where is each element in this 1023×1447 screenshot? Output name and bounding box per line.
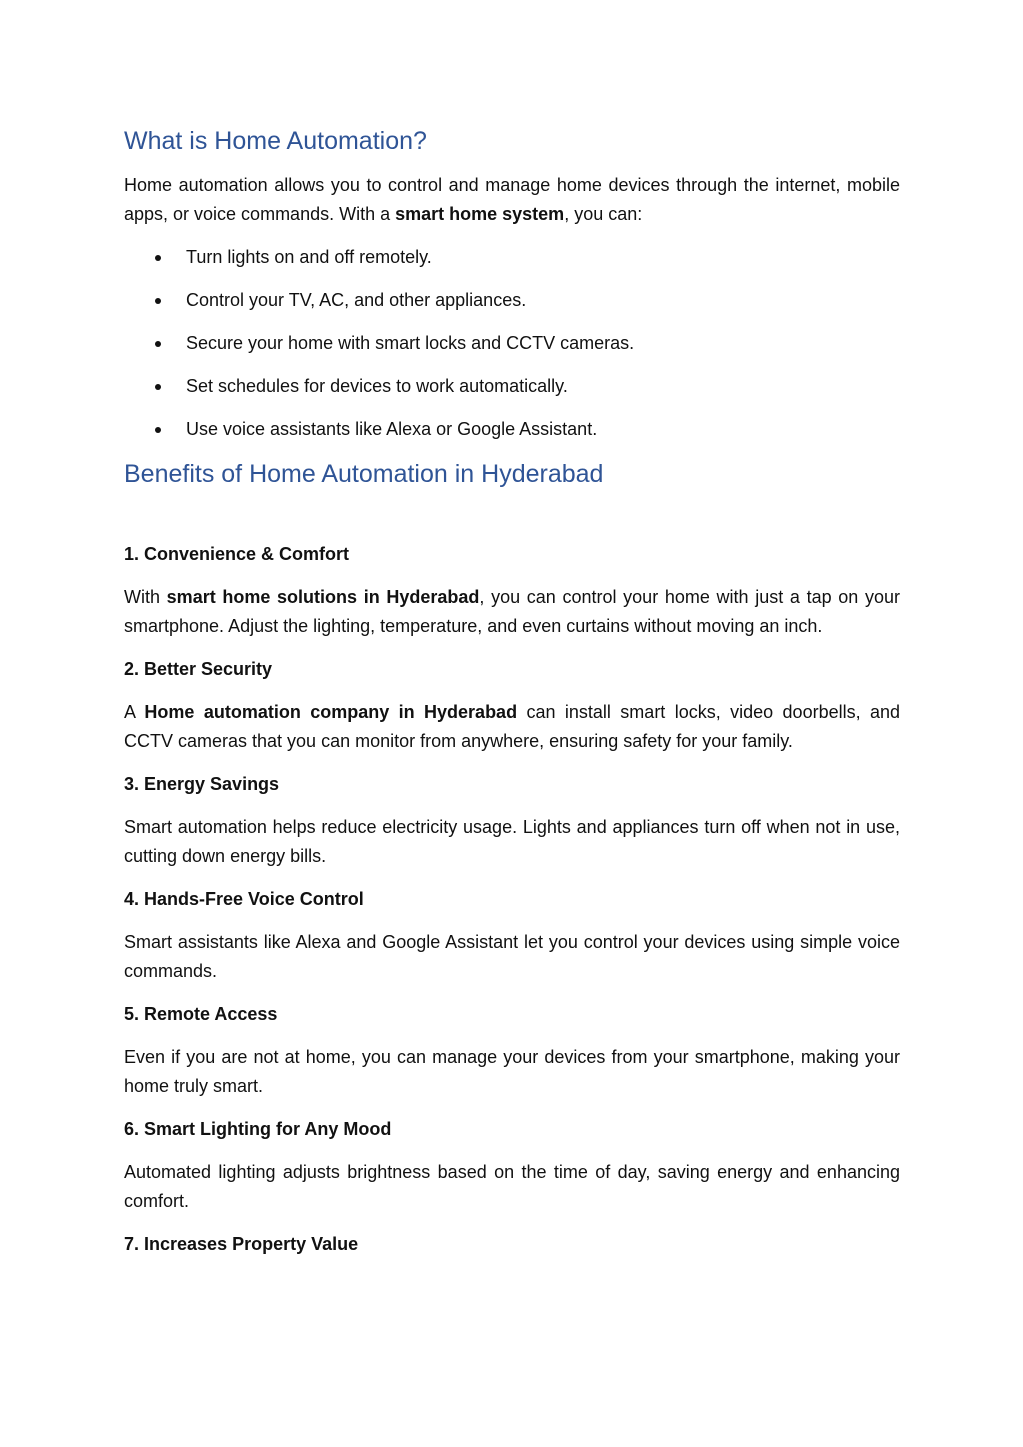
bullet-text: Control your TV, AC, and other appliances. (186, 290, 527, 310)
bullet-item (124, 372, 900, 401)
benefit-paragraph-convenience (124, 583, 900, 641)
section-title-benefits: Benefits of Home Automation in Hyderabad (124, 460, 604, 488)
intro-paragraph (124, 171, 900, 229)
intro-bold-smart-home-system: smart home system (395, 204, 565, 224)
bullet-icon (155, 341, 161, 347)
bullet-icon (155, 255, 161, 261)
bullet-item (124, 329, 900, 358)
feature-bullet-list (124, 243, 900, 444)
bullet-item (124, 243, 900, 272)
benefit-heading-property-value: 7. Increases Property Value (124, 1234, 359, 1254)
bullet-text: Set schedules for devices to work automatically. (186, 376, 568, 396)
bullet-icon (155, 384, 161, 390)
benefit-paragraph-smart-lighting: Automated lighting adjusts brightness based on the time of day, saving energy and enhancing comfort. (124, 1162, 900, 1211)
bullet-icon (155, 427, 161, 433)
benefit-heading-energy: 3. Energy Savings (124, 774, 280, 794)
benefit-text: , you can control your home with just a tap on your smartphone. Adjust the lighting, temperature, and even curtains without moving an inch. (124, 587, 900, 636)
intro-text-start: Home automation allows you to control and manage home devices through the internet, mobile apps, or voice commands. With a (124, 175, 900, 224)
benefit-paragraph-remote-access: Even if you are not at home, you can manage your devices from your smartphone, making your home truly smart. (124, 1047, 900, 1096)
intro-text-end: , you can: (564, 204, 643, 224)
section-title-what-is-home-automation: What is Home Automation? (124, 127, 427, 155)
bullet-text: Secure your home with smart locks and CCTV cameras. (186, 333, 635, 353)
benefit-paragraph-energy: Smart automation helps reduce electricity usage. Lights and appliances turn off when not in use, cutting down energy bills. (124, 817, 900, 866)
benefit-bold-smart-home-solutions: smart home solutions in Hyderabad (166, 587, 480, 607)
benefit-heading-security: 2. Better Security (124, 659, 273, 679)
benefit-text: A (124, 702, 145, 722)
benefit-heading-voice-control: 4. Hands-Free Voice Control (124, 889, 364, 909)
benefit-text: With (124, 587, 167, 607)
benefit-paragraph-voice-control: Smart assistants like Alexa and Google Assistant let you control your devices using simple voice commands. (124, 932, 900, 981)
bullet-item (124, 415, 900, 444)
benefit-heading-convenience: 1. Convenience & Comfort (124, 544, 350, 564)
bullet-text: Turn lights on and off remotely. (186, 247, 432, 267)
benefit-text: can install smart locks, video doorbells, and CCTV cameras that you can monitor from anywhere, ensuring safety for your family. (124, 702, 901, 751)
bullet-icon (155, 298, 161, 304)
benefit-paragraph-security (124, 698, 900, 756)
benefit-heading-smart-lighting: 6. Smart Lighting for Any Mood (124, 1119, 392, 1139)
benefit-bold-home-automation-company: Home automation company in Hyderabad (144, 702, 518, 722)
document-page (124, 118, 900, 1273)
benefit-heading-remote-access: 5. Remote Access (124, 1004, 278, 1024)
bullet-text: Use voice assistants like Alexa or Google Assistant. (186, 419, 598, 439)
bullet-item (124, 286, 900, 315)
